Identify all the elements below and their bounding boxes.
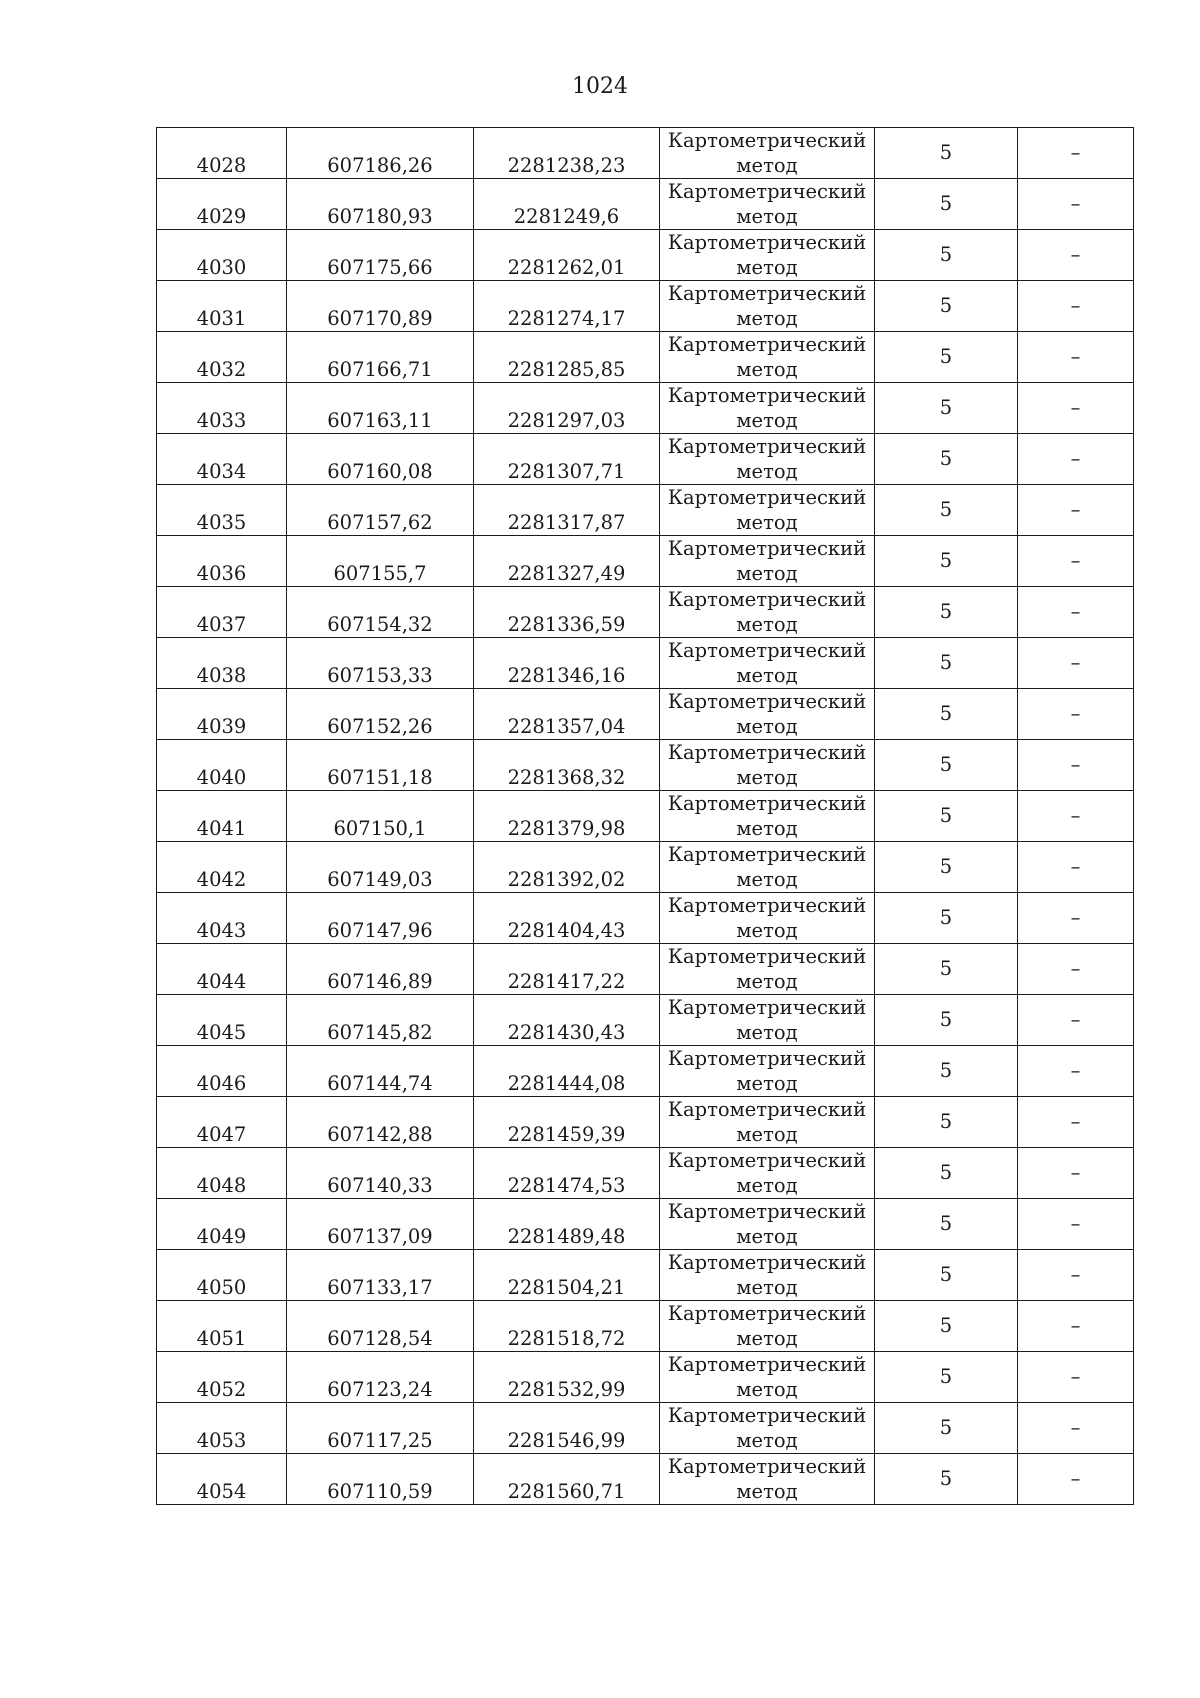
y-coordinate-cell: 2281379,98 [474, 791, 660, 842]
point-number-cell: 4044 [157, 944, 287, 995]
method-line-1: Картометрический [667, 741, 867, 764]
x-coordinate-cell: 607128,54 [287, 1301, 474, 1352]
note-cell: – [1018, 1148, 1134, 1199]
table-row [157, 128, 1134, 179]
x-coordinate-cell: 607157,62 [287, 485, 474, 536]
y-coordinate-cell: 2281444,08 [474, 1046, 660, 1097]
note-cell: – [1018, 1454, 1134, 1505]
method-cell [660, 995, 875, 1046]
table-row [157, 1403, 1134, 1454]
method-cell [660, 1403, 875, 1454]
x-coordinate-cell: 607144,74 [287, 1046, 474, 1097]
x-coordinate-cell: 607186,26 [287, 128, 474, 179]
note-cell: – [1018, 1403, 1134, 1454]
table-row [157, 1097, 1134, 1148]
point-number-cell: 4031 [157, 281, 287, 332]
table-row [157, 434, 1134, 485]
point-number-cell: 4039 [157, 689, 287, 740]
method-cell [660, 1454, 875, 1505]
point-number-cell: 4050 [157, 1250, 287, 1301]
note-cell: – [1018, 791, 1134, 842]
method-line-2: метод [736, 460, 798, 483]
method-line-1: Картометрический [667, 588, 867, 611]
table-row [157, 1148, 1134, 1199]
table-row [157, 995, 1134, 1046]
method-line-2: метод [736, 307, 798, 330]
x-coordinate-cell: 607147,96 [287, 893, 474, 944]
method-line-2: метод [736, 1174, 798, 1197]
method-cell [660, 281, 875, 332]
point-number-cell: 4041 [157, 791, 287, 842]
note-cell: – [1018, 638, 1134, 689]
point-number-cell: 4054 [157, 1454, 287, 1505]
y-coordinate-cell: 2281238,23 [474, 128, 660, 179]
point-number-cell: 4049 [157, 1199, 287, 1250]
x-coordinate-cell: 607137,09 [287, 1199, 474, 1250]
point-number-cell: 4045 [157, 995, 287, 1046]
accuracy-cell: 5 [875, 332, 1018, 383]
accuracy-cell: 5 [875, 128, 1018, 179]
method-line-2: метод [736, 154, 798, 177]
method-line-1: Картометрический [667, 537, 867, 560]
method-line-1: Картометрический [667, 1455, 867, 1478]
note-cell: – [1018, 995, 1134, 1046]
accuracy-cell: 5 [875, 1301, 1018, 1352]
method-line-2: метод [736, 919, 798, 942]
method-line-1: Картометрический [667, 945, 867, 968]
accuracy-cell: 5 [875, 1199, 1018, 1250]
note-cell: – [1018, 1046, 1134, 1097]
method-cell [660, 1199, 875, 1250]
y-coordinate-cell: 2281346,16 [474, 638, 660, 689]
note-cell: – [1018, 536, 1134, 587]
method-cell [660, 536, 875, 587]
x-coordinate-cell: 607152,26 [287, 689, 474, 740]
method-line-1: Картометрический [667, 129, 867, 152]
accuracy-cell: 5 [875, 689, 1018, 740]
method-line-2: метод [736, 205, 798, 228]
method-line-1: Картометрический [667, 1200, 867, 1223]
table-row [157, 332, 1134, 383]
accuracy-cell: 5 [875, 638, 1018, 689]
x-coordinate-cell: 607154,32 [287, 587, 474, 638]
y-coordinate-cell: 2281357,04 [474, 689, 660, 740]
point-number-cell: 4038 [157, 638, 287, 689]
note-cell: – [1018, 1097, 1134, 1148]
x-coordinate-cell: 607151,18 [287, 740, 474, 791]
table-row [157, 485, 1134, 536]
x-coordinate-cell: 607110,59 [287, 1454, 474, 1505]
table-row [157, 1352, 1134, 1403]
method-cell [660, 1352, 875, 1403]
method-cell [660, 740, 875, 791]
table-row [157, 1301, 1134, 1352]
method-cell [660, 1301, 875, 1352]
x-coordinate-cell: 607166,71 [287, 332, 474, 383]
y-coordinate-cell: 2281546,99 [474, 1403, 660, 1454]
y-coordinate-cell: 2281317,87 [474, 485, 660, 536]
coordinates-table-body [157, 128, 1134, 1505]
method-line-2: метод [736, 1276, 798, 1299]
method-cell [660, 842, 875, 893]
method-cell [660, 383, 875, 434]
table-row [157, 1250, 1134, 1301]
point-number-cell: 4043 [157, 893, 287, 944]
method-cell [660, 1250, 875, 1301]
table-row [157, 893, 1134, 944]
method-line-1: Картометрический [667, 639, 867, 662]
method-line-2: метод [736, 256, 798, 279]
note-cell: – [1018, 689, 1134, 740]
method-cell [660, 179, 875, 230]
accuracy-cell: 5 [875, 1352, 1018, 1403]
note-cell: – [1018, 485, 1134, 536]
method-cell [660, 434, 875, 485]
y-coordinate-cell: 2281285,85 [474, 332, 660, 383]
table-row [157, 740, 1134, 791]
accuracy-cell: 5 [875, 1046, 1018, 1097]
accuracy-cell: 5 [875, 281, 1018, 332]
accuracy-cell: 5 [875, 485, 1018, 536]
x-coordinate-cell: 607153,33 [287, 638, 474, 689]
table-row [157, 230, 1134, 281]
method-line-2: метод [736, 817, 798, 840]
point-number-cell: 4028 [157, 128, 287, 179]
point-number-cell: 4032 [157, 332, 287, 383]
point-number-cell: 4052 [157, 1352, 287, 1403]
method-cell [660, 485, 875, 536]
method-cell [660, 638, 875, 689]
method-line-2: метод [736, 970, 798, 993]
note-cell: – [1018, 332, 1134, 383]
note-cell: – [1018, 128, 1134, 179]
note-cell: – [1018, 179, 1134, 230]
table-row [157, 944, 1134, 995]
x-coordinate-cell: 607170,89 [287, 281, 474, 332]
method-line-1: Картометрический [667, 1098, 867, 1121]
note-cell: – [1018, 434, 1134, 485]
table-row [157, 791, 1134, 842]
method-line-2: метод [736, 613, 798, 636]
y-coordinate-cell: 2281404,43 [474, 893, 660, 944]
method-line-2: метод [736, 868, 798, 891]
table-row [157, 383, 1134, 434]
note-cell: – [1018, 1250, 1134, 1301]
accuracy-cell: 5 [875, 791, 1018, 842]
x-coordinate-cell: 607142,88 [287, 1097, 474, 1148]
table-row [157, 689, 1134, 740]
x-coordinate-cell: 607146,89 [287, 944, 474, 995]
method-line-1: Картометрический [667, 384, 867, 407]
method-cell [660, 587, 875, 638]
method-line-1: Картометрический [667, 1251, 867, 1274]
y-coordinate-cell: 2281392,02 [474, 842, 660, 893]
point-number-cell: 4037 [157, 587, 287, 638]
point-number-cell: 4029 [157, 179, 287, 230]
y-coordinate-cell: 2281307,71 [474, 434, 660, 485]
y-coordinate-cell: 2281249,6 [474, 179, 660, 230]
x-coordinate-cell: 607175,66 [287, 230, 474, 281]
x-coordinate-cell: 607133,17 [287, 1250, 474, 1301]
method-line-1: Картометрический [667, 231, 867, 254]
method-line-1: Картометрический [667, 435, 867, 458]
x-coordinate-cell: 607160,08 [287, 434, 474, 485]
method-line-1: Картометрический [667, 1047, 867, 1070]
accuracy-cell: 5 [875, 434, 1018, 485]
method-line-2: метод [736, 1072, 798, 1095]
accuracy-cell: 5 [875, 383, 1018, 434]
y-coordinate-cell: 2281430,43 [474, 995, 660, 1046]
method-line-1: Картометрический [667, 894, 867, 917]
y-coordinate-cell: 2281560,71 [474, 1454, 660, 1505]
y-coordinate-cell: 2281368,32 [474, 740, 660, 791]
method-line-1: Картометрический [667, 1302, 867, 1325]
note-cell: – [1018, 842, 1134, 893]
method-line-1: Картометрический [667, 486, 867, 509]
note-cell: – [1018, 587, 1134, 638]
y-coordinate-cell: 2281417,22 [474, 944, 660, 995]
accuracy-cell: 5 [875, 995, 1018, 1046]
table-row [157, 638, 1134, 689]
note-cell: – [1018, 230, 1134, 281]
x-coordinate-cell: 607180,93 [287, 179, 474, 230]
method-line-1: Картометрический [667, 282, 867, 305]
y-coordinate-cell: 2281327,49 [474, 536, 660, 587]
method-line-2: метод [736, 1021, 798, 1044]
method-cell [660, 230, 875, 281]
method-line-2: метод [736, 409, 798, 432]
method-line-2: метод [736, 358, 798, 381]
method-cell [660, 1046, 875, 1097]
method-cell [660, 1148, 875, 1199]
accuracy-cell: 5 [875, 536, 1018, 587]
accuracy-cell: 5 [875, 740, 1018, 791]
point-number-cell: 4048 [157, 1148, 287, 1199]
method-line-1: Картометрический [667, 1353, 867, 1376]
note-cell: – [1018, 893, 1134, 944]
x-coordinate-cell: 607149,03 [287, 842, 474, 893]
x-coordinate-cell: 607145,82 [287, 995, 474, 1046]
method-line-2: метод [736, 1480, 798, 1503]
y-coordinate-cell: 2281274,17 [474, 281, 660, 332]
y-coordinate-cell: 2281518,72 [474, 1301, 660, 1352]
method-line-1: Картометрический [667, 843, 867, 866]
note-cell: – [1018, 1352, 1134, 1403]
point-number-cell: 4030 [157, 230, 287, 281]
note-cell: – [1018, 281, 1134, 332]
x-coordinate-cell: 607163,11 [287, 383, 474, 434]
accuracy-cell: 5 [875, 230, 1018, 281]
accuracy-cell: 5 [875, 587, 1018, 638]
accuracy-cell: 5 [875, 179, 1018, 230]
y-coordinate-cell: 2281474,53 [474, 1148, 660, 1199]
table-row [157, 587, 1134, 638]
coordinates-table [156, 127, 1134, 1505]
note-cell: – [1018, 740, 1134, 791]
table-row [157, 179, 1134, 230]
method-line-1: Картометрический [667, 1149, 867, 1172]
accuracy-cell: 5 [875, 1148, 1018, 1199]
accuracy-cell: 5 [875, 842, 1018, 893]
table-row [157, 842, 1134, 893]
method-line-2: метод [736, 1225, 798, 1248]
point-number-cell: 4034 [157, 434, 287, 485]
table-row [157, 281, 1134, 332]
point-number-cell: 4042 [157, 842, 287, 893]
table-row [157, 1046, 1134, 1097]
y-coordinate-cell: 2281262,01 [474, 230, 660, 281]
method-cell [660, 944, 875, 995]
table-row [157, 536, 1134, 587]
x-coordinate-cell: 607123,24 [287, 1352, 474, 1403]
point-number-cell: 4040 [157, 740, 287, 791]
x-coordinate-cell: 607140,33 [287, 1148, 474, 1199]
page-number: 1024 [572, 74, 628, 99]
table-row [157, 1199, 1134, 1250]
method-cell [660, 332, 875, 383]
method-line-2: метод [736, 1378, 798, 1401]
point-number-cell: 4046 [157, 1046, 287, 1097]
method-line-1: Картометрический [667, 333, 867, 356]
method-line-1: Картометрический [667, 792, 867, 815]
method-line-2: метод [736, 664, 798, 687]
accuracy-cell: 5 [875, 1403, 1018, 1454]
x-coordinate-cell: 607150,1 [287, 791, 474, 842]
method-line-1: Картометрический [667, 996, 867, 1019]
y-coordinate-cell: 2281459,39 [474, 1097, 660, 1148]
method-cell [660, 791, 875, 842]
accuracy-cell: 5 [875, 1250, 1018, 1301]
method-line-2: метод [736, 1429, 798, 1452]
accuracy-cell: 5 [875, 1454, 1018, 1505]
method-line-1: Картометрический [667, 1404, 867, 1427]
point-number-cell: 4047 [157, 1097, 287, 1148]
table-row [157, 1454, 1134, 1505]
accuracy-cell: 5 [875, 893, 1018, 944]
method-line-2: метод [736, 562, 798, 585]
y-coordinate-cell: 2281297,03 [474, 383, 660, 434]
note-cell: – [1018, 383, 1134, 434]
accuracy-cell: 5 [875, 1097, 1018, 1148]
method-line-1: Картометрический [667, 180, 867, 203]
method-cell [660, 689, 875, 740]
method-line-2: метод [736, 766, 798, 789]
x-coordinate-cell: 607117,25 [287, 1403, 474, 1454]
y-coordinate-cell: 2281489,48 [474, 1199, 660, 1250]
point-number-cell: 4036 [157, 536, 287, 587]
method-cell [660, 893, 875, 944]
method-line-2: метод [736, 511, 798, 534]
y-coordinate-cell: 2281532,99 [474, 1352, 660, 1403]
method-line-2: метод [736, 715, 798, 738]
note-cell: – [1018, 944, 1134, 995]
point-number-cell: 4035 [157, 485, 287, 536]
y-coordinate-cell: 2281504,21 [474, 1250, 660, 1301]
method-line-1: Картометрический [667, 690, 867, 713]
method-line-2: метод [736, 1123, 798, 1146]
y-coordinate-cell: 2281336,59 [474, 587, 660, 638]
point-number-cell: 4051 [157, 1301, 287, 1352]
method-cell [660, 1097, 875, 1148]
point-number-cell: 4033 [157, 383, 287, 434]
method-cell [660, 128, 875, 179]
method-line-2: метод [736, 1327, 798, 1350]
note-cell: – [1018, 1199, 1134, 1250]
note-cell: – [1018, 1301, 1134, 1352]
accuracy-cell: 5 [875, 944, 1018, 995]
point-number-cell: 4053 [157, 1403, 287, 1454]
x-coordinate-cell: 607155,7 [287, 536, 474, 587]
